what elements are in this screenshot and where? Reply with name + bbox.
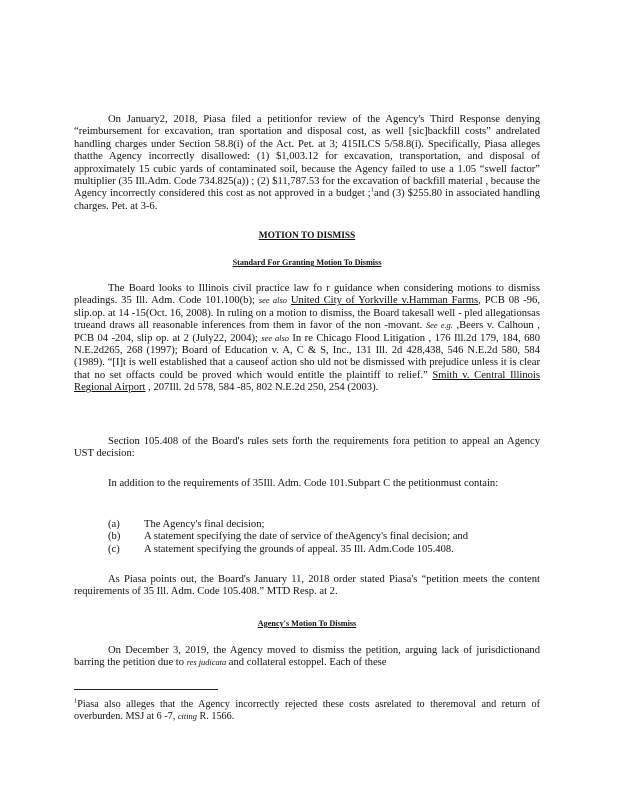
- heading-text: Agency's Motion To Dismiss: [257, 619, 357, 628]
- case-citation: United City of Yorkville v.Hamman Farms: [290, 295, 479, 307]
- list-item: (a) The Agency's final decision;: [108, 519, 265, 530]
- paragraph-standard: The Board looks to Illinois civil practice law fo r guidance when considering motions to dismiss pleadings. 35 Ill. Adm. Code 101.100(b); see also United City of Yorkville v.Hamman Farms, PCB 08 -96, slip.op. at 14 -15(Oct. 16, 2008). In ruling on a motion to dismiss, the Board takesall well - pled allegationsas trueand draws all reasonable inferences from them in favor of the non -movant. See e.g. ,Beers v. Calhoun , PCB 04 -204, slip op. at 2 (July22, 2004); see also In re Chicago Flood Litigation , 176 Ill.2d 179, 184, 680 N.E.2d265, 268 (1997); Board of Education v. A, C & S, Inc., 131 Ill. 2d 428,438, 546 N.E.2d 580, 584 (1989). “[I]t is well established that a causeof action sho uld not be dismissed with prejudice unless it is clear that no set offacts could be proved which would entitle the plaintiff to relief.” Smith v. Central Illinois Regional Airport , 207Ill. 2d 578, 584 -85, 802 N.E.2d 250, 254 (2003).: [74, 283, 540, 394]
- list-item: (c) A statement specifying the grounds of appeal. 35 Ill. Adm.Code 105.408.: [108, 543, 454, 555]
- paragraph-piasa-points-out: As Piasa points out, the Board's January 11, 2018 order stated Piasa's “petition meets the content requirements of 35 Ill. Adm. Code 105.408.” MTD Resp. at 2.: [74, 574, 540, 598]
- footnote-number: 1: [74, 697, 78, 705]
- footnote-divider: [74, 689, 218, 690]
- paragraph-section-105408: Section 105.408 of the Board's rules sets forth the requirements fora petition to appeal an Agency UST decision:: [74, 436, 540, 460]
- requirements-list: [108, 519, 540, 556]
- case-citation: Smith v. Central Illinois Regional Airport: [74, 369, 540, 394]
- heading-agency-motion: [74, 618, 540, 630]
- heading-text: MOTION TO DISMISS: [258, 231, 356, 241]
- heading-standard: [74, 257, 540, 269]
- heading-text: Standard For Granting Motion To Dismiss: [232, 258, 382, 267]
- paragraph-agency-motion: On December 3, 2019, the Agency moved to dismiss the petition, arguing lack of jurisdictionand barring the petition due to res judicata and collateral estoppel. Each of these: [74, 645, 540, 669]
- footnote-ref: 1: [370, 186, 374, 194]
- heading-motion-to-dismiss: [74, 230, 540, 242]
- block-quote: In addition to the requirements of 35Ill. Adm. Code 101.Subpart C the petitionmust contain:: [108, 478, 499, 489]
- footnote: $^1$Piasa also alleges that the Agency incorrectly rejected these costs asrelated to theremoval and return of overburden. MSJ at 6 -7, citing R. 1566.: [74, 697, 540, 722]
- paragraph-text: and (3) $255.80 in associated handling charges. Pet. at 3-6.: [74, 188, 540, 212]
- paragraph-text: On January2, 2018, Piasa filed a petitionfor review of the Agency's Third Response denying “reimbursement for excavation, tran sportation and disposal cost, as well [sic]backfill costs” andrelated handling charges under Section 58.8(i) of the Act. Pet. at 3; 415ILCS 5/58.8(i). Specifically, Piasa alleges thatthe Agency incorrectly disallowed: (1) $1,003.12 for excavation, transportation, and disposal of approximately 15 cubic yards of contaminated soil, because the Agency failed to use a 1.05 “swell factor” multiplier (35 Ill.Adm. Code 734.825(a)) ; (2) $11,787.53 for the excavation of backfill material , because the Agency incorrectly considered this cost as not approved in a budget ;: [74, 114, 540, 200]
- paragraph-petition: [74, 114, 540, 213]
- list-item: (b) A statement specifying the date of service of theAgency's final decision; and: [108, 531, 469, 543]
